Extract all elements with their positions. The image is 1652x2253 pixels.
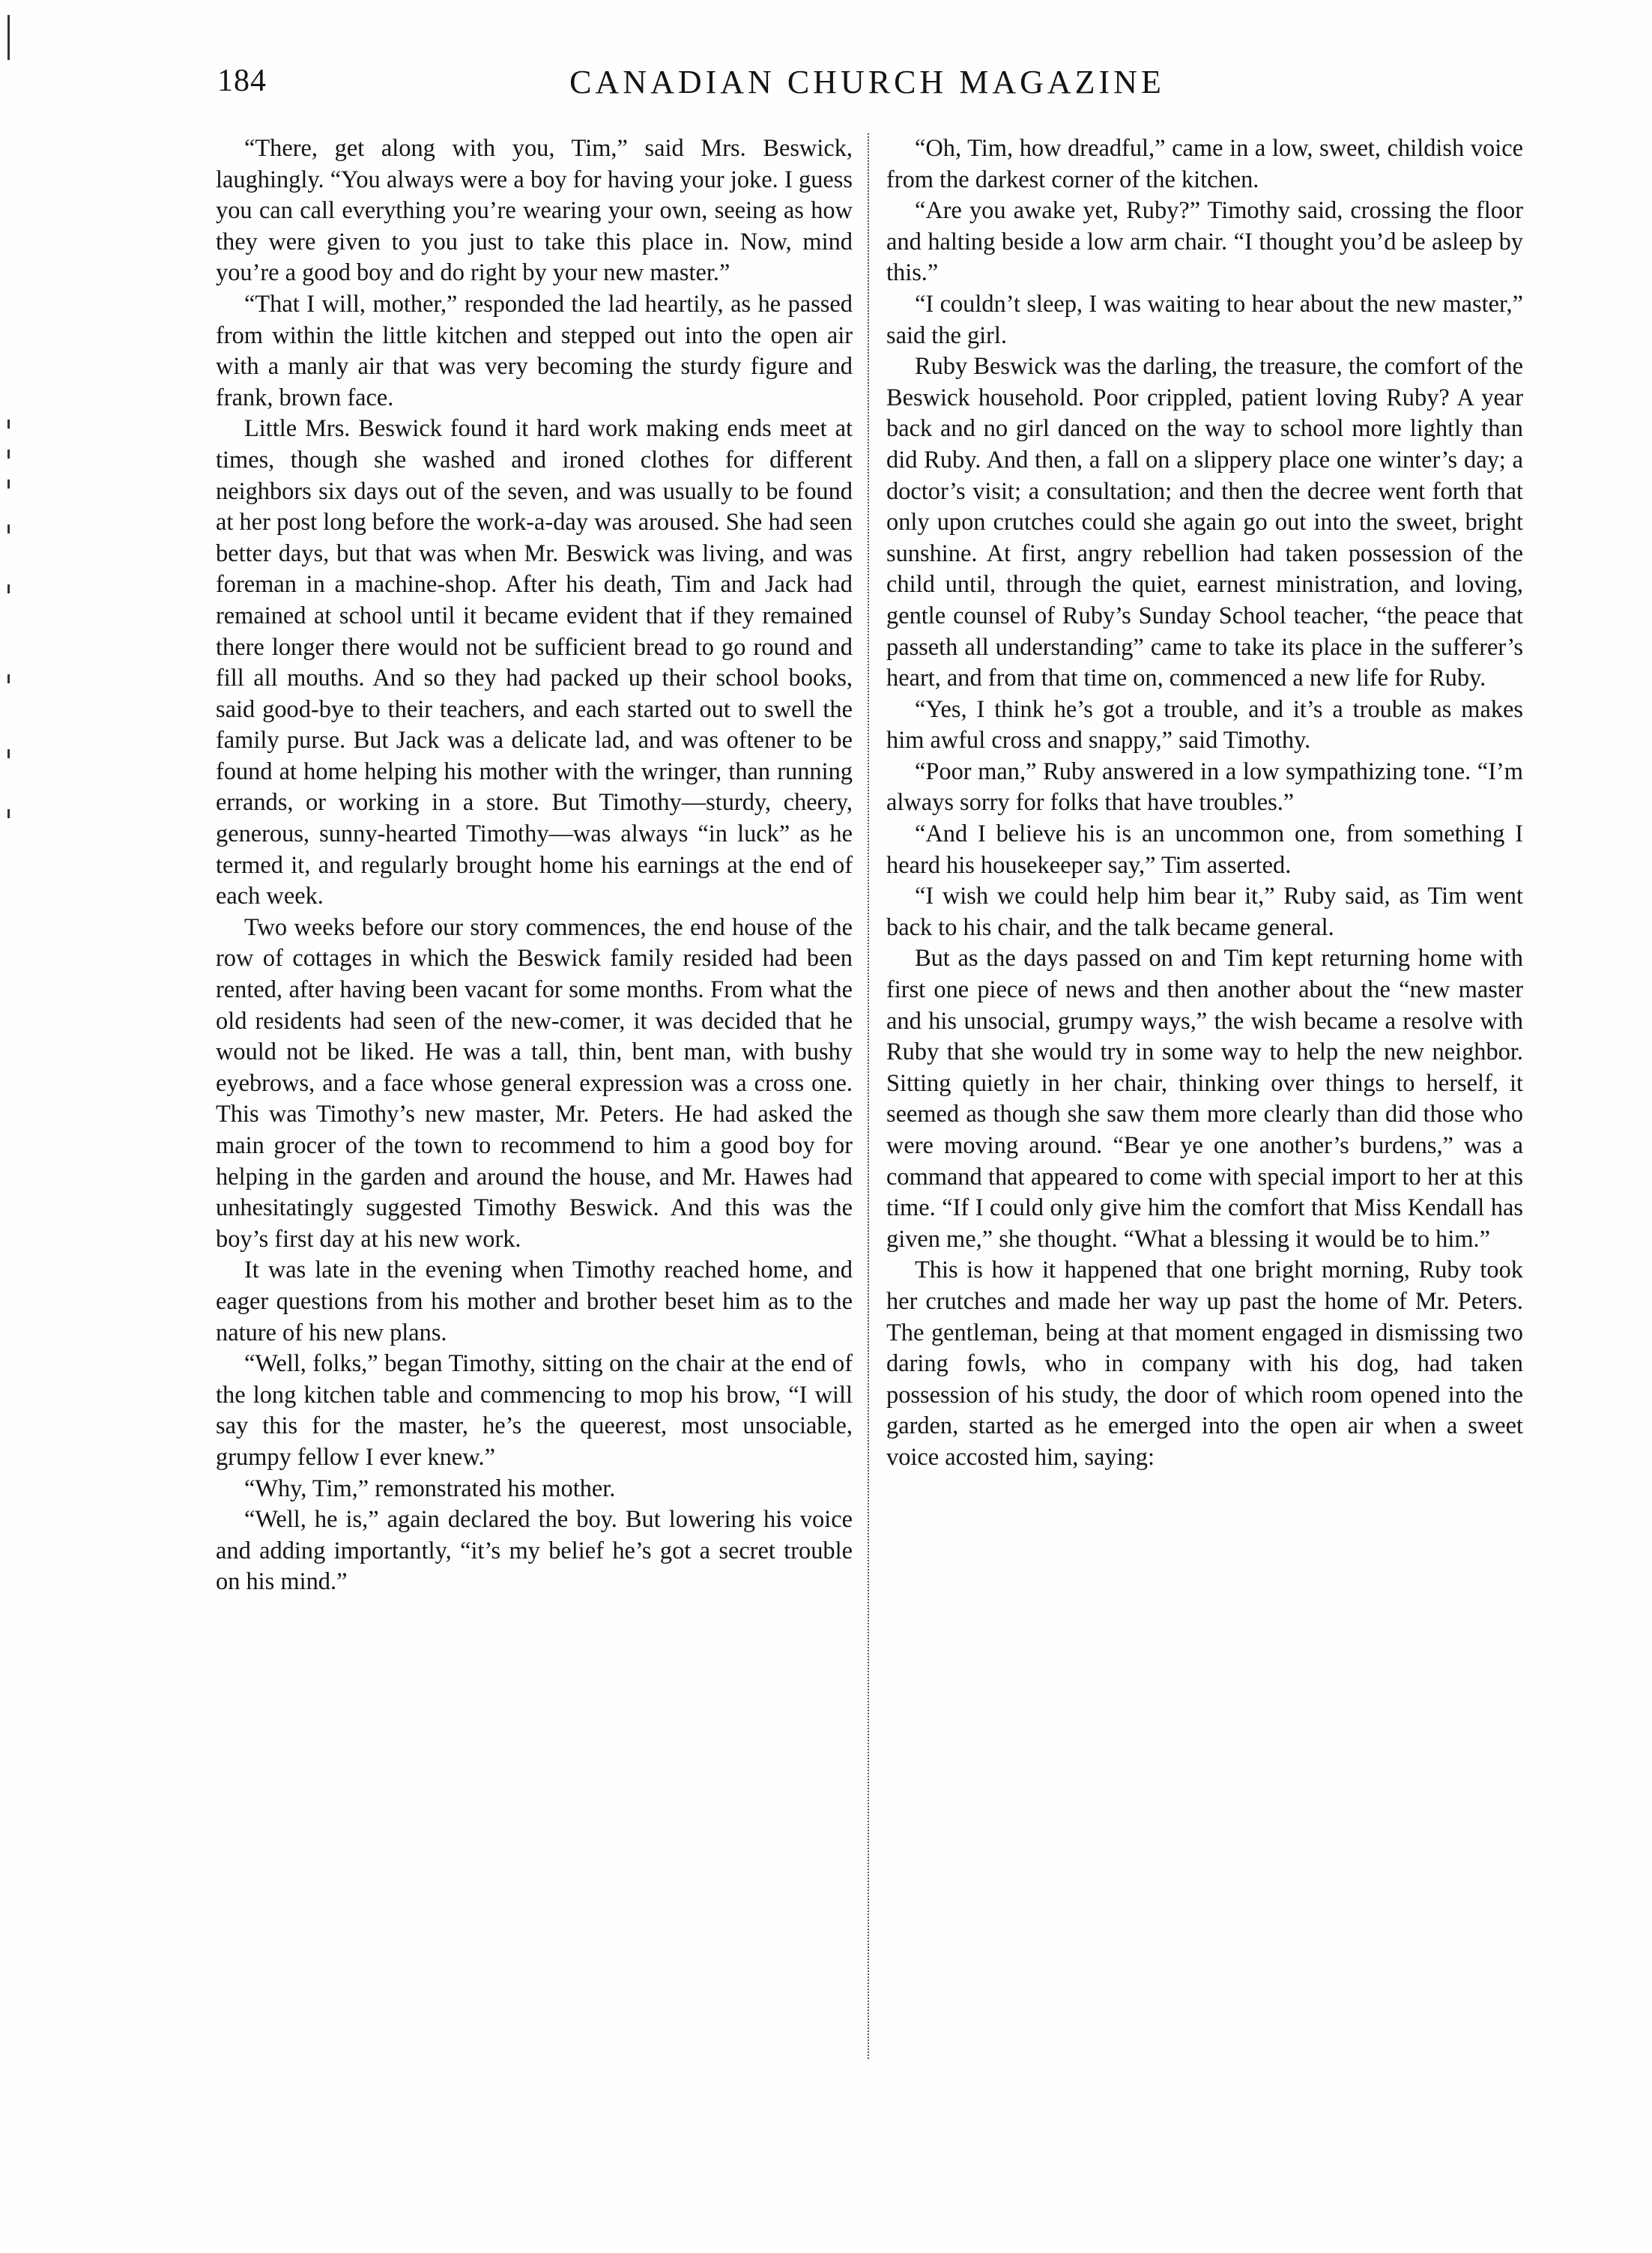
paragraph: “Are you awake yet, Ruby?” Timothy said, crossing the floor and halting beside a low arm chair. “I thought you’d be asleep by this.”	[886, 197, 1523, 287]
paragraph: “Well, folks,” began Timothy, sitting on the chair at the end of the long kitchen table and commencing to mop his brow, “I will say this for the master, he’s the queerest, most unsociable, grumpy fellow I ever knew.”	[216, 1350, 853, 1471]
page-number: 184	[217, 64, 267, 98]
paragraph: But as the days passed on and Tim kept returning home with first one piece of news and then another about the “new master and his unsocial, grumpy ways,” the wish became a resolve with Ruby that she would try in some way to help the new neighbor. Sitting quietly in her chair, thinking over things to herself, it seemed as though she saw them more clearly than did those who were moving around. “Bear ye one another’s burdens,” was a command that appeared to come with special import to her at this time. “If I could only give him the comfort that Miss Kendall has given me,” she thought. “What a blessing it would be to him.”	[886, 945, 1523, 1253]
paragraph: “There, get along with you, Tim,” said Mrs. Beswick, laughingly. “You always were a boy for having your joke. I guess you can call everything you’re wearing your own, seeing as how they were given to you just to take this place in. Now, mind you’re a good boy and do right by your new master.”	[216, 135, 853, 287]
column-divider	[868, 133, 869, 2059]
paragraph: “Oh, Tim, how dreadful,” came in a low, sweet, childish voice from the darkest corner of the kitchen.	[886, 135, 1523, 193]
page-header	[0, 63, 1652, 108]
paragraph: “I couldn’t sleep, I was waiting to hear about the new master,” said the girl.	[886, 290, 1523, 349]
margin-marks	[7, 0, 30, 899]
paragraph: Little Mrs. Beswick found it hard work making ends meet at times, though she washed and ironed clothes for different neighbors six days out of the seven, and was usually to be found at her post long before the work-a-day was aroused. She had seen better days, but that was when Mr. Beswick was living, and was foreman in a machine-shop. After his death, Tim and Jack had remained at school until it became evident that if they remained there longer there would not be sufficient bread to go round and fill all mouths. And so they had packed up their school books, said good-bye to their teachers, and each started out to swell the family purse. But Jack was a delicate lad, and was oftener to be found at home helping his mother with the wringer, than running errands, or working in a store. But Timothy—sturdy, cheery, generous, sunny-hearted Timothy—was always “in luck” as he termed it, and regularly brought home his earnings at the end of each week.	[216, 415, 853, 910]
paragraph: “Well, he is,” again declared the boy. But lowering his voice and adding importantly, “it’s my belief he’s got a secret trouble on his mind.”	[216, 1506, 853, 1596]
running-head: CANADIAN CHURCH MAGAZINE	[569, 64, 1165, 100]
paragraph: “Poor man,” Ruby answered in a low sympathizing tone. “I’m always sorry for folks that have troubles.”	[886, 757, 1523, 817]
paragraph: This is how it happened that one bright morning, Ruby took her crutches and made her way up past the home of Mr. Peters. The gentleman, being at that moment engaged in dismissing two daring fowls, who in company with his dog, had taken possession of his study, the door of which room opened into the garden, started as he emerged into the open air when a sweet voice accosted him, saying:	[886, 1256, 1523, 1471]
paragraph: “Yes, I think he’s got a trouble, and it’s a trouble as makes him awful cross and snappy,” said Timothy.	[886, 695, 1523, 754]
paragraph: Ruby Beswick was the darling, the treasure, the comfort of the Beswick household. Poor crippled, patient loving Ruby? A year back and no girl danced on the way to school more lightly than did Ruby. And then, a fall on a slippery place one winter’s day; a doctor’s visit; a consultation; and then the decree went forth that only upon crutches could she again go out into the sweet, bright sunshine. At first, angry rebellion had taken possession of the child until, through the quiet, earnest ministration, and loving, gentle counsel of Ruby’s Sunday School teacher, “the peace that passeth all understanding” came to take its place in the sufferer’s heart, and from that time on, commenced a new life for Ruby.	[886, 353, 1523, 692]
paragraph: “I wish we could help him bear it,” Ruby said, as Tim went back to his chair, and the talk became general.	[886, 883, 1523, 941]
paragraph: It was late in the evening when Timothy reached home, and eager questions from his mother and brother beset him as to the nature of his new plans.	[216, 1256, 853, 1346]
paragraph: Two weeks before our story commences, the end house of the row of cottages in which the Beswick family resided had been rented, after having been vacant for some months. From what the old residents had seen of the new-comer, it was decided that he would not be liked. He was a tall, thin, bent man, with bushy eyebrows, and a face whose general expression was a cross one. This was Timothy’s new master, Mr. Peters. He had asked the main grocer of the town to recommend to him a good boy for helping in the garden and around the house, and Mr. Hawes had unhesitatingly suggested Timothy Beswick. And this was the boy’s first day at his new work.	[216, 913, 853, 1253]
right-column	[886, 133, 1523, 1474]
paragraph: “That I will, mother,” responded the lad heartily, as he passed from within the little kitchen and stepped out into the open air with a manly air that was very becoming the sturdy figure and frank, brown face.	[216, 290, 853, 411]
left-column	[216, 133, 853, 1598]
paragraph: “Why, Tim,” remonstrated his mother.	[244, 1475, 616, 1502]
paragraph: “And I believe his is an uncommon one, from something I heard his housekeeper say,” Tim asserted.	[886, 820, 1523, 879]
